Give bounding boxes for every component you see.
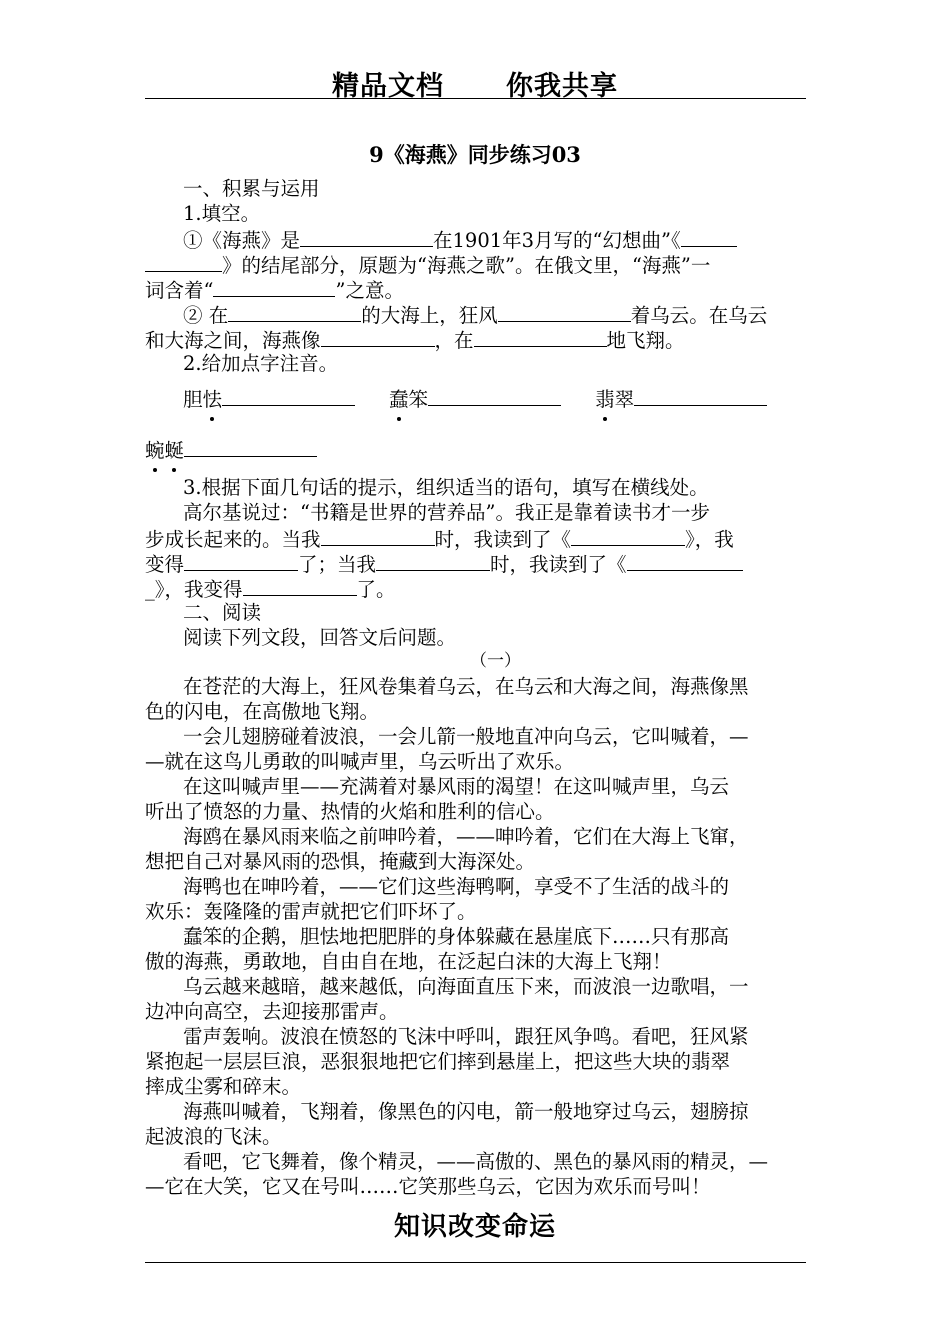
q3-line-1: 高尔基说过：“书籍是世界的营养品”。我正是靠着读书才一步 bbox=[183, 501, 710, 524]
reading-intro: 阅读下列文段，回答文后问题。 bbox=[183, 626, 457, 649]
word-danqie: 胆怯 bbox=[183, 388, 223, 411]
blank-book-1[interactable] bbox=[571, 525, 685, 546]
passage-line: 一会儿翅膀碰着波浪，一会儿箭一般地直冲向乌云，它叫喊着，— bbox=[183, 725, 749, 748]
passage-line: 起波浪的飞沫。 bbox=[145, 1125, 282, 1148]
passage-line: 乌云越来越暗，越来越低，向海面直压下来，而波浪一边歌唱，一 bbox=[183, 975, 749, 998]
question-3: 3.根据下面几句话的提示，组织适当的语句，填写在横线处。 bbox=[183, 476, 709, 499]
blank-work-part1[interactable] bbox=[681, 226, 737, 247]
header-right: 你我共享 bbox=[506, 71, 618, 102]
passage-line: 海鸭也在呻吟着，——它们这些海鸭啊，享受不了生活的战斗的 bbox=[183, 875, 730, 898]
passage-line: 在这叫喊声里——充满着对暴风雨的渴望！在这叫喊声里，乌云 bbox=[183, 775, 730, 798]
passage-line: 紧抱起一层层巨浪，恶狠狠地把它们摔到悬崖上，把这些大块的翡翠 bbox=[145, 1050, 731, 1073]
header-left: 精品文档 bbox=[332, 71, 444, 102]
q1-line-1: ①《海燕》是 在1901年3月写的“幻想曲”《 bbox=[145, 226, 806, 254]
q1-line-4: ② 在 的大海上，狂风 着乌云。在乌云 bbox=[145, 301, 806, 329]
q3-line-2: 步成长起来的。当我 时，我读到了《 》，我 bbox=[145, 525, 806, 553]
blank-manner[interactable] bbox=[474, 326, 607, 347]
word-feicui: 翡翠 bbox=[595, 388, 635, 411]
passage-line: 傲的海燕，勇敢地，自由自在地，在泛起白沫的大海上飞翔！ bbox=[145, 950, 672, 973]
passage-line: 色的闪电，在高傲地飞翔。 bbox=[145, 700, 380, 723]
blank-author[interactable] bbox=[300, 226, 433, 247]
blank-work-part2[interactable] bbox=[145, 251, 222, 272]
blank-when-2[interactable] bbox=[376, 550, 490, 571]
blank-became-2[interactable] bbox=[243, 575, 357, 596]
document-title: 9《海燕》同步练习03 bbox=[369, 142, 581, 167]
footer-motto: 知识改变命运 bbox=[393, 1212, 556, 1242]
header-rule bbox=[145, 98, 806, 99]
passage-line: 蠢笨的企鹅，胆怯地把肥胖的身体躲藏在悬崖底下……只有那高 bbox=[183, 925, 730, 948]
question-1: 1.填空。 bbox=[183, 202, 261, 225]
passage-line: —它在大笑，它又在号叫……它笑那些乌云，它因为欢乐而号叫！ bbox=[145, 1175, 711, 1198]
blank-pinyin-danqie[interactable] bbox=[222, 385, 355, 406]
blank-like[interactable] bbox=[321, 326, 435, 347]
passage-line: —就在这鸟儿勇敢的叫喊声里，乌云听出了欢乐。 bbox=[145, 750, 575, 773]
q1-line-3: 词含着“ ”之意。 bbox=[145, 276, 806, 304]
passage-line: 想把自己对暴风雨的恐惧，掩藏到大海深处。 bbox=[145, 850, 536, 873]
passage-line: 摔成尘雾和碎末。 bbox=[145, 1075, 302, 1098]
section-heading-2: 二、阅读 bbox=[183, 601, 262, 624]
pinyin-row-1 bbox=[145, 385, 806, 413]
passage-line: 在苍茫的大海上，狂风卷集着乌云，在乌云和大海之间，海燕像黑 bbox=[183, 675, 749, 698]
q1-line-2: 》的结尾部分，原题为“海燕之歌”。在俄文里，“海燕”一 bbox=[145, 251, 806, 279]
pinyin-row-2 bbox=[145, 436, 806, 464]
passage-line: 欢乐：轰隆隆的雷声就把它们吓坏了。 bbox=[145, 900, 477, 923]
footer-rule bbox=[145, 1262, 806, 1263]
blank-became-1[interactable] bbox=[184, 550, 298, 571]
blank-pinyin-feicui[interactable] bbox=[634, 385, 767, 406]
passage-line: 海燕叫喊着，飞翔着，像黑色的闪电，箭一般地穿过乌云，翅膀掠 bbox=[183, 1100, 749, 1123]
passage-line: 雷声轰响。波浪在愤怒的飞沫中呼叫，跟狂风争鸣。看吧，狂风紧 bbox=[183, 1025, 749, 1048]
passage-line: 听出了愤怒的力量、热情的火焰和胜利的信心。 bbox=[145, 800, 555, 823]
passage-line: 海鸥在暴风雨来临之前呻吟着，——呻吟着，它们在大海上飞窜， bbox=[183, 825, 749, 848]
q3-line-3: 变得 了；当我 时，我读到了《 bbox=[145, 550, 806, 578]
blank-when-1[interactable] bbox=[321, 525, 435, 546]
blank-pinyin-wanyan[interactable] bbox=[184, 436, 317, 457]
q1-line-5: 和大海之间，海燕像 ，在 地飞翔。 bbox=[145, 326, 806, 354]
passage-line: 边冲向高空，去迎接那雷声。 bbox=[145, 1000, 399, 1023]
q3-line-4: _》，我变得 了。 bbox=[145, 575, 806, 603]
blank-book-2a[interactable] bbox=[627, 550, 743, 571]
passage-line: 看吧，它飞舞着，像个精灵，——高傲的、黑色的暴风雨的精灵，— bbox=[183, 1150, 769, 1173]
blank-wind-verb[interactable] bbox=[498, 301, 631, 322]
word-chunben: 蠢笨 bbox=[389, 388, 429, 411]
blank-pinyin-chunben[interactable] bbox=[428, 385, 561, 406]
section-heading-1: 一、积累与运用 bbox=[183, 177, 320, 200]
blank-sea-adj[interactable] bbox=[228, 301, 361, 322]
blank-meaning[interactable] bbox=[213, 276, 335, 297]
part-label: （一） bbox=[470, 651, 521, 671]
word-wanyan: 蜿蜒 bbox=[145, 439, 185, 462]
question-2: 2.给加点字注音。 bbox=[183, 352, 339, 375]
